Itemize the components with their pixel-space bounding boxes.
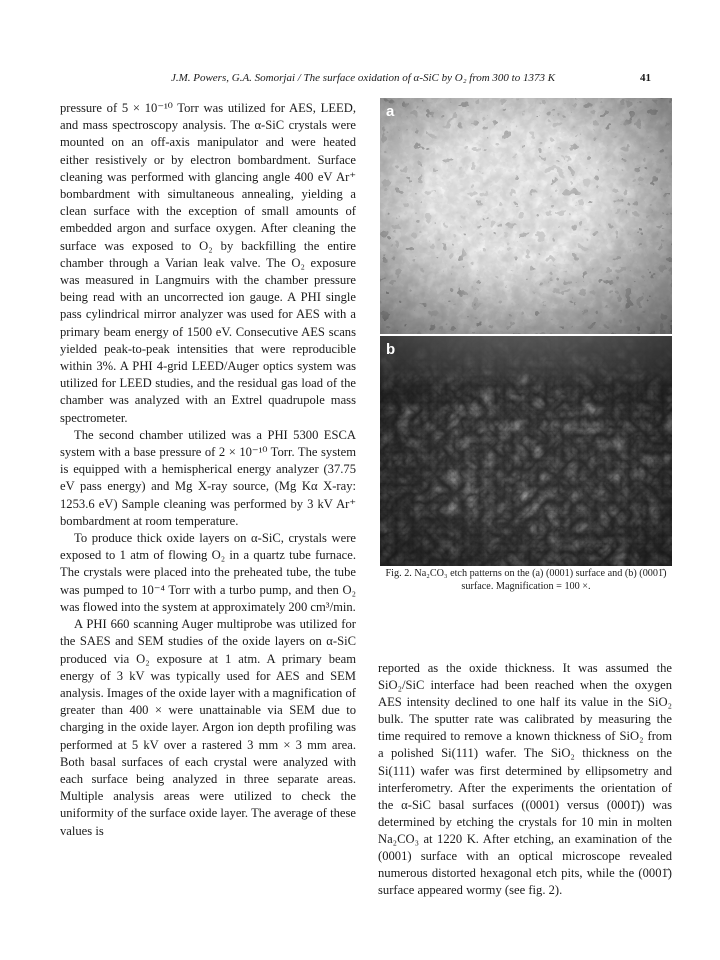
- paragraph: To produce thick oxide layers on α-SiC, crystals were exposed to 1 atm of flowing O₂ in a quartz tube furnace. The crystals were placed into the preheated tube, the tube was pumped to 10⁻⁴ Torr with a turbo pump, and then O₂ was flowed into the system at approximately 200 cm³/min.: [60, 531, 356, 614]
- paragraph: A PHI 660 scanning Auger multiprobe was utilized for the SAES and SEM studies of the oxide layers on α-SiC produced via O₂ exposure at 1 atm. A primary beam energy of 3 kV was typically used for AES and SEM analysis. Images of the oxide layer with a magnification of greater than 400 × were unattainable via SEM due to charging in the oxide layer. Argon ion depth profiling was performed at 5 kV over a rastered 3 mm × 3 mm area. Both basal surfaces of each crystal were analyzed with each surface being analyzed in three separate areas. Multiple analysis areas were utilized to check the uniformity of the surface oxide layer. The average of these values is: [60, 617, 356, 838]
- etch-pattern-hexagonal-image: [380, 98, 672, 334]
- paragraph: reported as the oxide thickness. It was assumed the SiO₂/SiC interface had been reached when the oxygen AES intensity declined to one half its value in the SiO₂ bulk. The sputter rate was calibrated by measuring the time required to remove a known thickness of SiO₂ from a polished Si(111) wafer. The SiO₂ thickness on the Si(111) wafer was first determined by ellipsometry and interferometry. After the experiments the orientation of the α-SiC basal surfaces ((0001) versus (0001̄)) was determined by etching the crystals for 10 min in molten Na₂CO₃ at 1220 K. After etching, an examination of the (0001) surface with an optical microscope revealed numerous distorted hexagonal etch pits, while the (0001̄) surface appeared wormy (see fig. 2).: [378, 661, 672, 898]
- paragraph: pressure of 5 × 10⁻¹⁰ Torr was utilized for AES, LEED, and mass spectroscopy analysis. The α-SiC crystals were mounted on an off-axis manipulator and were heated either resistively or by electron bombardment. Surface cleaning was performed with glancing angle 400 eV Ar⁺ bombardment with simultaneous annealing, yielding a clean surface with the exception of small amounts of embedded argon and surface oxygen. After cleaning the surface was exposed to O₂ by backfilling the entire chamber through a Varian leak valve. The O₂ exposure was measured in Langmuirs with the chamber pressure being read with an uncorrected ion gauge. A PHI single pass cylindrical mirror analyzer was used for AES with a primary beam energy of 1500 eV. Consecutive AES scans yielded peak-to-peak intensities that were reproducible within 3%. A PHI 4-grid LEED/Auger optics system was utilized for LEED studies, and the residual gas load of the chamber was analyzed with an Extrel quadrupole mass spectrometer.: [60, 101, 356, 425]
- right-column: [378, 660, 672, 899]
- etch-pattern-wormy-image: [380, 336, 672, 566]
- figure-2: [380, 98, 672, 566]
- left-column: [60, 100, 356, 840]
- figure-panel-b: [380, 336, 672, 566]
- page-number: 41: [640, 72, 651, 84]
- figure-panel-a: [380, 98, 672, 334]
- paragraph: The second chamber utilized was a PHI 5300 ESCA system with a base pressure of 2 × 10⁻¹⁰ Torr. The system is equipped with a hemispherical energy analyzer (37.75 eV pass energy) and Mg X-ray source, (Mg Kα X-ray: 1253.6 eV) Sample cleaning was performed by 3 kV Ar⁺ bombardment at room temperature.: [60, 427, 356, 528]
- figure-caption: Fig. 2. Na₂CO₃ etch patterns on the (a) (0001) surface and (b) (0001̄) surface. Magnification = 100 ×.: [385, 568, 667, 592]
- panel-b-label: b: [386, 341, 396, 358]
- running-header: J.M. Powers, G.A. Somorjai / The surface oxidation of α-SiC by O₂ from 300 to 1373 K: [170, 72, 556, 84]
- panel-a-label: a: [386, 103, 395, 120]
